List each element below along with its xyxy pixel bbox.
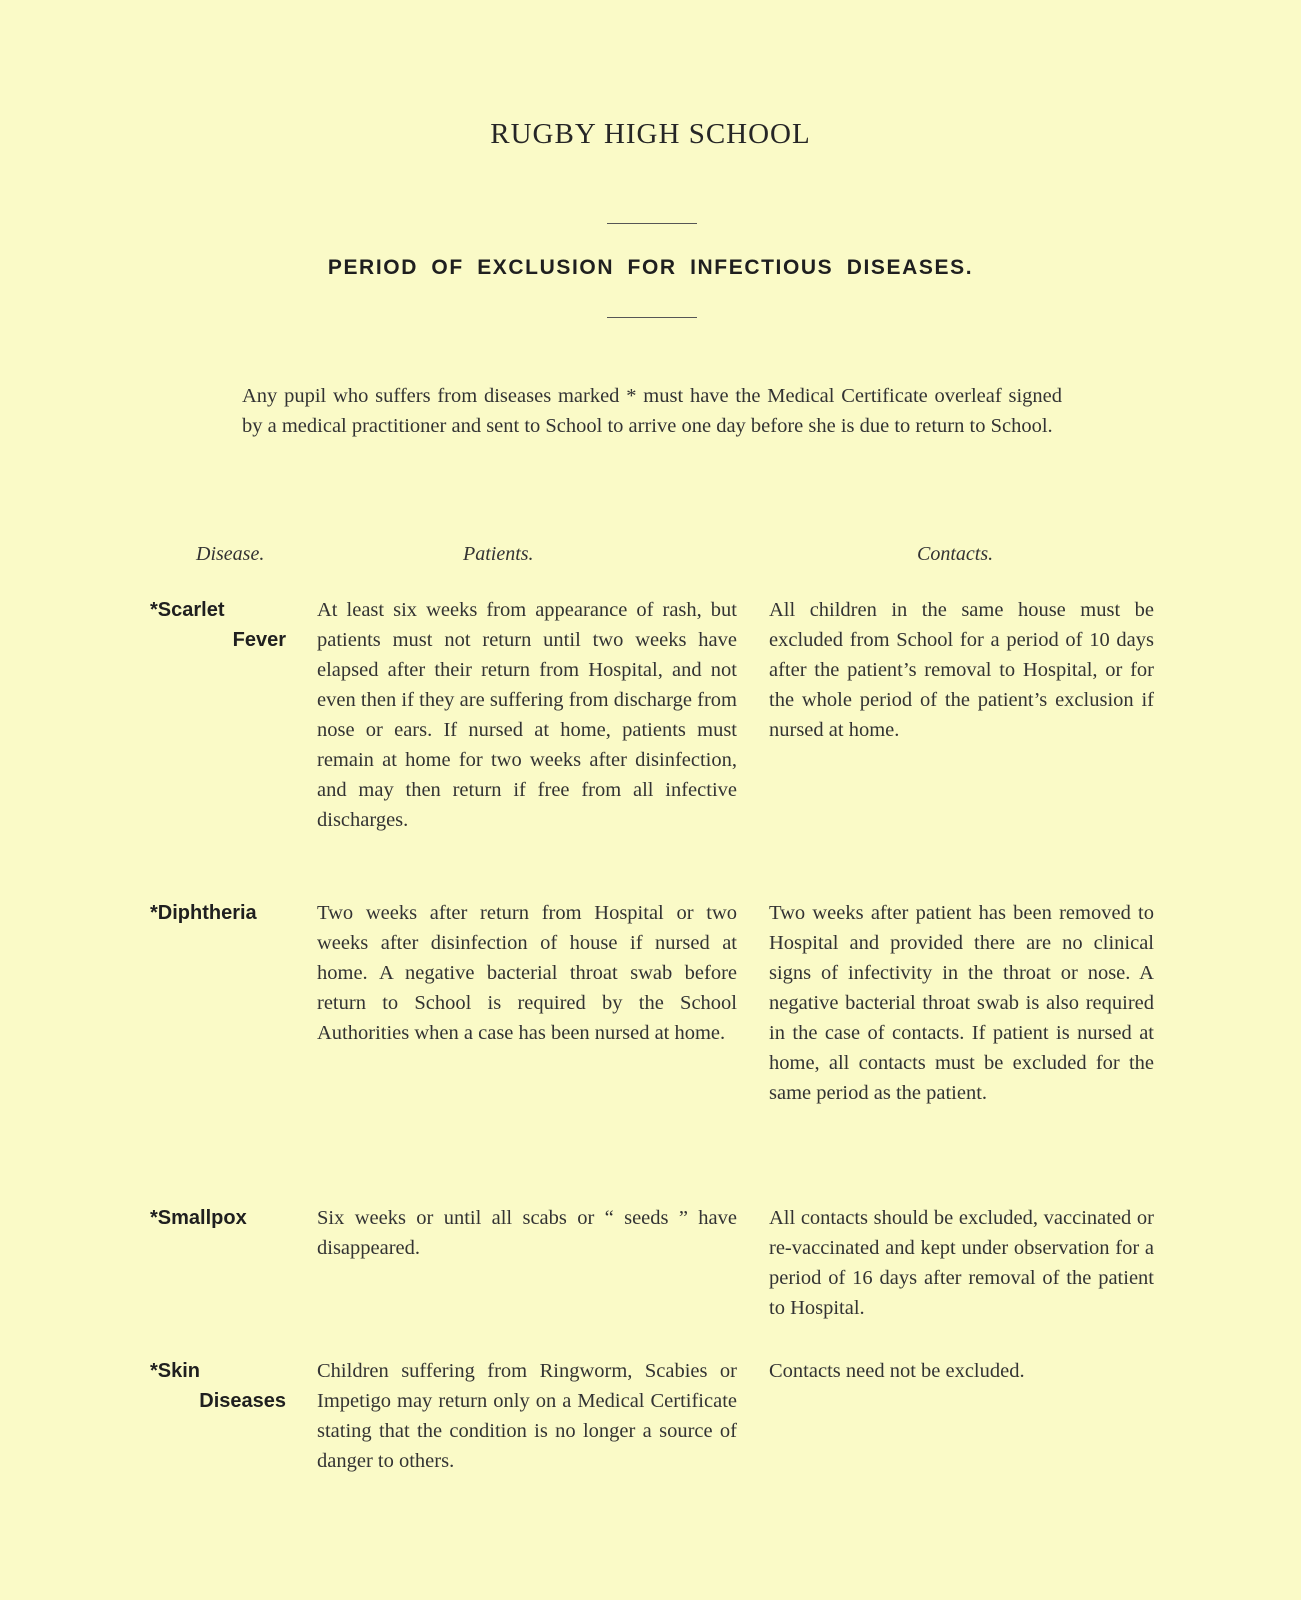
disease-name-line: Diseases bbox=[199, 1390, 286, 1412]
disease-name bbox=[150, 898, 286, 928]
contacts-cell: All contacts should be excluded, vaccinated or re-vaccinated and kept under observation for a period of 16 days after removal of the patient to Hospital. bbox=[769, 1207, 1154, 1319]
disease-name bbox=[150, 595, 286, 655]
contacts-cell: Contacts need not be excluded. bbox=[769, 1360, 1025, 1382]
column-header-patients: Patients. bbox=[463, 543, 534, 565]
divider-rule bbox=[607, 317, 697, 318]
divider-rule bbox=[607, 223, 697, 224]
patients-cell: Six weeks or until all scabs or “ seeds ” have disappeared. bbox=[317, 1207, 737, 1259]
patients-cell: At least six weeks from appearance of rash, but patients must not return until two weeks have elapsed after their return from Hospital, and not even then if they are suffering from discharge from nose or ears. If nursed at home, patients must remain at home for two weeks after disinfection, and may then return if free from all infective discharges. bbox=[317, 599, 737, 831]
disease-name-line: *Scarlet bbox=[150, 599, 225, 621]
intro-paragraph: Any pupil who suffers from diseases marked * must have the Medical Certificate overleaf signed by a medical practitioner and sent to School to arrive one day before she is due to return to School. bbox=[242, 385, 1062, 437]
contacts-cell: All children in the same house must be excluded from School for a period of 10 days after the patient’s removal to Hospital, or for the whole period of the patient’s exclusion if nursed at home. bbox=[769, 599, 1154, 741]
contacts-cell: Two weeks after patient has been removed to Hospital and provided there are no clinical signs of infectivity in the throat or nose. A negative bacterial throat swab is also required in the case of contacts. If patient is nursed at home, all contacts must be excluded for the same period as the patient. bbox=[769, 902, 1154, 1104]
disease-name-line: Fever bbox=[232, 629, 286, 651]
column-header-contacts: Contacts. bbox=[917, 543, 994, 565]
disease-name-line: *Diphtheria bbox=[150, 902, 257, 924]
patients-cell: Two weeks after return from Hospital or two weeks after disinfection of house if nursed at home. A negative bacterial throat swab before return to School is required by the School Authorities when a case has been nursed at home. bbox=[317, 902, 737, 1044]
patients-cell: Children suffering from Ringworm, Scabies or Impetigo may return only on a Medical Certificate stating that the condition is no longer a source of danger to others. bbox=[317, 1360, 737, 1472]
page-title: RUGBY HIGH SCHOOL bbox=[490, 118, 811, 150]
disease-name bbox=[150, 1356, 286, 1416]
page-subtitle: PERIOD OF EXCLUSION FOR INFECTIOUS DISEASES. bbox=[327, 256, 974, 279]
column-header-disease: Disease. bbox=[196, 543, 265, 565]
disease-name-line: *Smallpox bbox=[150, 1207, 247, 1229]
disease-name bbox=[150, 1203, 286, 1233]
disease-name-line: *Skin bbox=[150, 1360, 201, 1382]
